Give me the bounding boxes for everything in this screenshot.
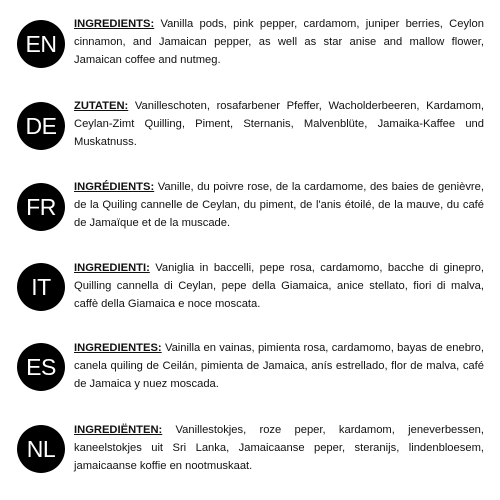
language-badge-es: ES <box>17 343 65 391</box>
ingredients-label-de: ZUTATEN: <box>74 100 129 112</box>
language-badge-fr: FR <box>17 183 65 231</box>
ingredients-list-fr: Vanille, du poivre rose, de la cardamome, des baies de genièvre, de la Quiling cannelle de Ceylan, du piment, de l'anis étoilé, de la mauve, du café de Jamaïque et de la muscade. <box>74 181 484 229</box>
ingredients-text-es <box>74 339 484 393</box>
language-badge-it: IT <box>17 263 65 311</box>
ingredients-label-es: INGREDIENTES: <box>74 342 162 354</box>
ingredients-label-fr: INGRÉDIENTS: <box>74 181 155 193</box>
ingredients-list-it: Vaniglia in baccelli, pepe rosa, cardamomo, bacche di ginepro, Quilling cannella di Ceylan, pepe della Giamaica, anice stellato, fiori di malva, caffè della Giamaica e noce moscata. <box>74 262 484 310</box>
ingredients-text-en <box>74 15 484 69</box>
ingredients-label-en: INGREDIENTS: <box>74 18 155 30</box>
language-badge-de: DE <box>17 102 65 150</box>
ingredients-list-en: Vanilla pods, pink pepper, cardamom, juniper berries, Ceylon cinnamon, and Jamaican pepper, as well as star anise and mallow flower, Jamaican coffee and nutmeg. <box>74 18 484 66</box>
ingredients-text-nl <box>74 421 484 475</box>
language-badge-nl: NL <box>17 425 65 473</box>
ingredients-list-de: Vanilleschoten, rosafarbener Pfeffer, Wacholderbeeren, Kardamom, Ceylan-Zimt Quilling, Piment, Sternanis, Malvenblüte, Jamaika-Kaffee und Muskatnuss. <box>74 100 484 148</box>
ingredients-list-es: Vainilla en vainas, pimienta rosa, cardamomo, bayas de enebro, canela quiling de Ceilán, pimienta de Jamaica, anís estrellado, flor de malva, café de Jamaica y nuez moscada. <box>74 342 484 390</box>
ingredients-label-it: INGREDIENTI: <box>74 262 150 274</box>
ingredients-list-nl: Vanillestokjes, roze peper, kardamom, jeneverbessen, kaneelstokjes uit Sri Lanka, Jamaicaanse peper, steranijs, lindenbloesem, jamaicaanse koffie en nootmuskaat. <box>74 424 484 472</box>
ingredients-text-fr <box>74 178 484 232</box>
language-badge-en: EN <box>17 20 65 68</box>
ingredients-text-de <box>74 97 484 151</box>
ingredients-text-it <box>74 259 484 313</box>
ingredients-label-nl: INGREDIËNTEN: <box>74 424 163 436</box>
